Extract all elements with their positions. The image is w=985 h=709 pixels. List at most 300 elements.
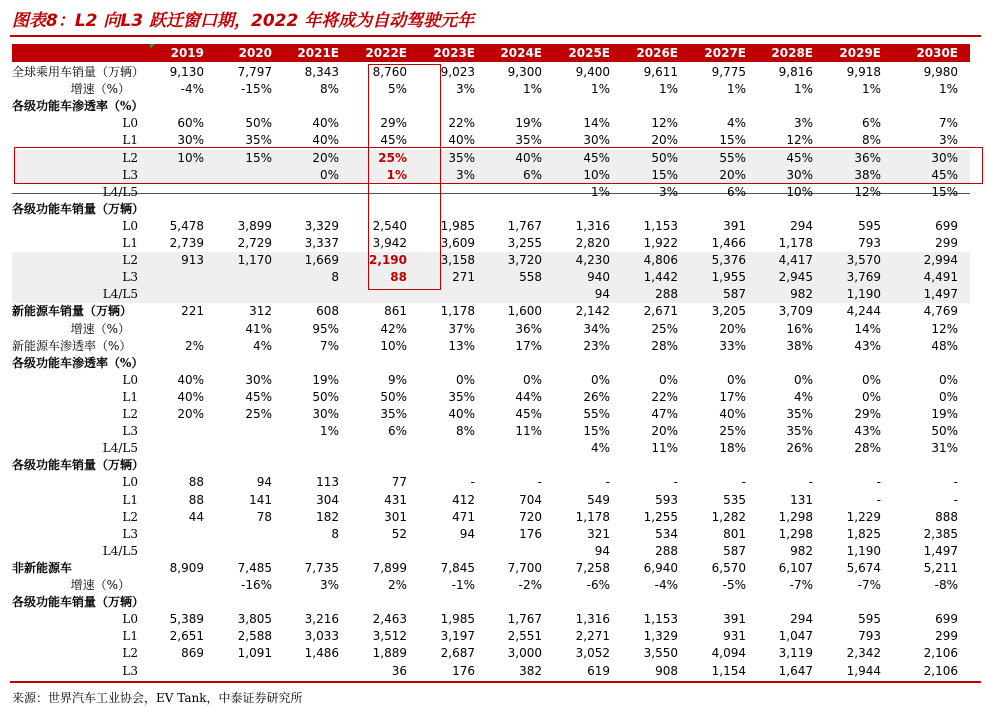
table-cell: 4,230: [575, 253, 610, 268]
table-cell: 7,485: [237, 560, 272, 575]
table-cell: 25%: [651, 321, 678, 336]
table-cell: 1,955: [711, 270, 746, 285]
table-cell: 2%: [184, 338, 204, 353]
table-cell: [614, 457, 678, 474]
table-cell: [140, 286, 204, 303]
table-cell: 12%: [786, 133, 813, 148]
table-cell: 1,190: [846, 543, 881, 558]
table-cell: 55%: [583, 407, 610, 421]
table-cell: 31%: [931, 441, 958, 456]
table-cell: 3%: [658, 184, 678, 199]
table-cell: 29%: [380, 116, 407, 131]
table-cell: 2,271: [575, 629, 610, 644]
table-cell: [208, 526, 272, 543]
table-cell: 1%: [726, 82, 746, 97]
row-label: L3: [122, 663, 138, 678]
table-cell: 26%: [786, 441, 813, 456]
table-cell: 10%: [786, 184, 813, 199]
table-cell: [140, 594, 204, 611]
table-cell: 20%: [719, 167, 746, 182]
table-cell: 1,889: [372, 646, 407, 661]
table-cell: 182: [316, 509, 339, 524]
table-cell: 3,805: [237, 612, 272, 627]
table-cell: 8%: [455, 424, 475, 439]
table-cell: 908: [655, 663, 678, 678]
row-label: L3: [122, 270, 138, 285]
table-cell: 9,980: [923, 65, 958, 79]
table-cell: -: [470, 475, 475, 490]
source-note: 来源：世界汽车工业协会，EV Tank，中泰证券研究所: [12, 691, 303, 705]
table-cell: 8%: [861, 133, 881, 148]
table-cell: 9,918: [846, 65, 881, 79]
table-cell: 2,729: [237, 236, 272, 250]
table-cell: 113: [316, 475, 339, 490]
table-cell: 30%: [177, 133, 204, 148]
table-cell: 15%: [651, 167, 678, 182]
table-cell: 48%: [931, 338, 958, 353]
table-cell: 1,767: [507, 612, 542, 627]
row-label: 新能源车销量（万辆）: [12, 304, 133, 319]
table-cell: 35%: [245, 133, 272, 148]
table-cell: 1,600: [507, 304, 542, 319]
table-cell: 0%: [522, 372, 542, 387]
table-cell: 38%: [786, 338, 813, 353]
column-header: 2029E: [839, 46, 881, 60]
column-header: 2030E: [916, 46, 958, 60]
table-cell: 29%: [854, 407, 881, 421]
table-cell: 3,197: [440, 629, 475, 644]
table-cell: 301: [384, 509, 407, 524]
table-cell: 22%: [448, 116, 475, 131]
table-cell: 1,944: [846, 663, 881, 678]
table-cell: [411, 594, 475, 611]
table-cell: 88: [188, 492, 204, 507]
table-cell: 34%: [583, 321, 610, 336]
table-cell: -15%: [240, 82, 272, 97]
table-cell: 45%: [931, 167, 958, 182]
column-header: 2019: [170, 46, 204, 60]
row-label: 各级功能车渗透率（%）: [12, 355, 144, 370]
table-cell: 15%: [931, 184, 958, 199]
table-cell: 9,300: [507, 65, 542, 79]
table-cell: 4,417: [778, 253, 813, 268]
table-cell: 0%: [861, 372, 881, 387]
table-cell: 271: [452, 270, 475, 285]
table-cell: 30%: [786, 167, 813, 182]
table-cell: [343, 594, 407, 611]
table-cell: 20%: [312, 150, 339, 165]
table-cell: [208, 286, 272, 303]
table-cell: [682, 201, 746, 218]
table-cell: [140, 269, 204, 286]
row-label: L2: [122, 253, 138, 268]
table-cell: 11%: [651, 441, 678, 456]
table-cell: 8,343: [304, 65, 339, 79]
table-cell: 6,940: [643, 560, 678, 575]
table-cell: 9,130: [169, 65, 204, 79]
table-cell: 0%: [726, 372, 746, 387]
table-cell: 1,669: [304, 253, 339, 268]
table-cell: 16%: [786, 321, 813, 336]
table-cell: 861: [384, 304, 407, 319]
row-label: 增速（%）: [70, 321, 130, 336]
table-cell: 595: [858, 612, 881, 627]
table-cell: 35%: [448, 389, 475, 404]
column-header: 2023E: [433, 46, 475, 60]
row-label: 非新能源车: [12, 560, 73, 575]
table-cell: [749, 201, 813, 218]
table-cell: 595: [858, 218, 881, 233]
table-cell: 699: [935, 612, 958, 627]
table-cell: [478, 457, 542, 474]
table-cell: 45%: [583, 150, 610, 165]
table-cell: 0%: [861, 389, 881, 404]
table-cell: 28%: [854, 441, 881, 456]
table-cell: [614, 355, 678, 372]
table-cell: 412: [452, 492, 475, 507]
table-cell: 14%: [583, 116, 610, 131]
row-label: L4/L5: [102, 441, 138, 456]
table-cell: 4,094: [711, 646, 746, 661]
table-cell: 50%: [312, 389, 339, 404]
table-cell: [478, 440, 542, 457]
table-cell: 1,316: [575, 218, 610, 233]
table-cell: [140, 577, 204, 594]
table-cell: 888: [935, 509, 958, 524]
table-cell: 431: [384, 492, 407, 507]
table-cell: 77: [391, 475, 407, 490]
table-cell: 22%: [651, 389, 678, 404]
table-cell: 6%: [387, 424, 407, 439]
table-cell: 19%: [931, 407, 958, 421]
table-cell: 1%: [861, 82, 881, 97]
table-cell: [817, 98, 881, 115]
table-cell: 36: [391, 663, 407, 678]
highlight-box-l2-l3-rows: [14, 147, 983, 184]
table-cell: [894, 201, 958, 218]
table-cell: 94: [459, 526, 475, 541]
table-cell: [614, 594, 678, 611]
table-cell: 7%: [938, 116, 958, 131]
table-cell: [140, 440, 204, 457]
table-cell: 1%: [590, 82, 610, 97]
table-cell: 3,205: [711, 304, 746, 319]
table-cell: 38%: [854, 167, 881, 182]
table-cell: 3%: [793, 116, 813, 131]
table-cell: 913: [181, 253, 204, 268]
table-cell: 5,478: [169, 218, 204, 233]
table-cell: 0%: [793, 372, 813, 387]
table-cell: 3,769: [846, 270, 881, 285]
table-cell: 50%: [245, 116, 272, 131]
table-cell: 176: [519, 526, 542, 541]
table-cell: 382: [519, 663, 542, 678]
table-cell: 30%: [245, 372, 272, 387]
table-cell: 40%: [177, 372, 204, 387]
table-cell: 5,674: [846, 560, 881, 575]
table-cell: 0%: [319, 167, 339, 182]
table-cell: -: [673, 475, 678, 490]
table-cell: [682, 355, 746, 372]
table-cell: 40%: [515, 150, 542, 165]
table-cell: 50%: [380, 389, 407, 404]
row-label: L4/L5: [102, 287, 138, 302]
table-cell: [275, 355, 339, 372]
table-cell: 60%: [177, 116, 204, 131]
row-label: L4/L5: [102, 184, 138, 199]
table-cell: 4,769: [923, 304, 958, 319]
table-cell: 3%: [319, 578, 339, 592]
table-cell: 3%: [455, 82, 475, 97]
table-cell: [140, 355, 204, 372]
table-cell: [343, 355, 407, 372]
table-cell: [478, 543, 542, 560]
table-cell: 3,119: [778, 646, 813, 661]
table-cell: 2%: [387, 578, 407, 592]
table-cell: 11%: [515, 424, 542, 439]
table-cell: -: [876, 492, 881, 507]
table-cell: 43%: [854, 338, 881, 353]
table-cell: 3,337: [304, 236, 339, 250]
table-cell: 40%: [177, 389, 204, 404]
table-cell: 1,047: [778, 629, 813, 644]
table-cell: 299: [935, 629, 958, 644]
table-cell: 19%: [312, 372, 339, 387]
table-cell: 7,735: [304, 560, 339, 575]
table-cell: 3,000: [507, 646, 542, 661]
table-cell: 3,609: [440, 236, 475, 250]
table-cell: 40%: [312, 116, 339, 131]
table-cell: 25%: [719, 424, 746, 439]
table-cell: 2,385: [923, 526, 958, 541]
table-cell: 7,258: [575, 560, 610, 575]
table-cell: 88: [390, 270, 407, 285]
table-cell: [208, 269, 272, 286]
table-cell: 2,190: [369, 253, 407, 268]
table-cell: 45%: [380, 133, 407, 148]
table-cell: 1,985: [440, 218, 475, 233]
row-label: L0: [122, 475, 138, 490]
table-cell: 36%: [854, 150, 881, 165]
table-cell: 0%: [455, 372, 475, 387]
table-cell: [140, 663, 204, 680]
table-cell: 3%: [455, 167, 475, 182]
table-cell: 1,178: [778, 236, 813, 250]
table-cell: [208, 201, 272, 218]
figure-title: 图表8：L2 向L3 跃迁窗口期，2022 年将成为自动驾驶元年: [12, 11, 475, 31]
table-cell: 5,389: [169, 612, 204, 627]
table-cell: 1,170: [237, 253, 272, 268]
table-cell: 1,298: [778, 526, 813, 541]
column-header: 2026E: [636, 46, 678, 60]
row-label: L1: [122, 133, 138, 148]
row-label: L3: [122, 424, 138, 439]
table-cell: 9%: [387, 372, 407, 387]
table-cell: 3,052: [575, 646, 610, 661]
table-cell: [343, 543, 407, 560]
table-cell: [208, 355, 272, 372]
table-cell: 1%: [590, 184, 610, 199]
table-cell: 1,442: [643, 270, 678, 285]
table-cell: 1%: [793, 82, 813, 97]
table-cell: 45%: [245, 389, 272, 404]
table-cell: 3,255: [507, 236, 542, 250]
table-cell: 0%: [658, 372, 678, 387]
table-cell: 8: [331, 526, 339, 541]
data-table: [12, 44, 970, 676]
table-cell: 2,106: [923, 646, 958, 661]
table-cell: 0%: [938, 389, 958, 404]
table-cell: [208, 543, 272, 560]
table-cell: [275, 543, 339, 560]
table-cell: 4%: [726, 116, 746, 131]
table-cell: [749, 98, 813, 115]
table-cell: [682, 457, 746, 474]
table-cell: 7,845: [440, 560, 475, 575]
row-label: L2: [122, 646, 138, 661]
table-cell: [208, 594, 272, 611]
table-cell: [614, 201, 678, 218]
table-cell: [411, 543, 475, 560]
table-cell: 1,091: [237, 646, 272, 661]
table-cell: [343, 440, 407, 457]
table-cell: 587: [723, 287, 746, 302]
table-cell: 7%: [319, 338, 339, 353]
table-cell: 14%: [854, 321, 881, 336]
table-cell: 3,942: [372, 236, 407, 250]
table-cell: 0%: [590, 372, 610, 387]
table-cell: 1%: [938, 82, 958, 97]
table-cell: 1,153: [643, 612, 678, 627]
table-cell: 221: [181, 304, 204, 319]
row-label: L4/L5: [102, 543, 138, 558]
table-cell: 471: [452, 509, 475, 524]
table-cell: [275, 184, 339, 201]
table-cell: 50%: [931, 424, 958, 439]
table-cell: [478, 594, 542, 611]
table-cell: [275, 286, 339, 303]
table-cell: 535: [723, 492, 746, 507]
table-cell: 1%: [658, 82, 678, 97]
table-cell: 12%: [854, 184, 881, 199]
table-cell: 704: [519, 492, 542, 507]
row-label: 增速（%）: [70, 82, 130, 97]
table-cell: [208, 663, 272, 680]
table-cell: 40%: [448, 407, 475, 421]
table-cell: 45%: [786, 150, 813, 165]
table-cell: [275, 594, 339, 611]
row-label: L0: [122, 372, 138, 387]
table-cell: [411, 457, 475, 474]
table-cell: 2,739: [169, 236, 204, 250]
row-label: L3: [122, 526, 138, 541]
table-cell: -16%: [240, 578, 272, 592]
table-cell: -: [953, 492, 958, 507]
table-cell: 6%: [522, 167, 542, 182]
table-cell: 5,376: [711, 253, 746, 268]
table-cell: 8,909: [169, 560, 204, 575]
table-cell: 1,153: [643, 218, 678, 233]
table-cell: -2%: [518, 578, 542, 592]
table-cell: 1%: [319, 424, 339, 439]
table-cell: 1%: [386, 167, 407, 182]
table-cell: -5%: [722, 578, 746, 592]
table-cell: 94: [594, 543, 610, 558]
row-label: 各级功能车渗透率（%）: [12, 99, 144, 114]
table-cell: [817, 201, 881, 218]
table-cell: 20%: [651, 133, 678, 148]
table-cell: [411, 355, 475, 372]
table-cell: [275, 98, 339, 115]
table-cell: 4,491: [923, 270, 958, 285]
row-label: L0: [122, 612, 138, 627]
table-cell: 294: [790, 218, 813, 233]
table-cell: 36%: [515, 321, 542, 336]
row-label: 各级功能车销量（万辆）: [12, 595, 145, 610]
table-cell: 10%: [380, 338, 407, 353]
table-cell: 9,775: [711, 65, 746, 79]
table-cell: 20%: [177, 407, 204, 421]
table-cell: 2,106: [923, 663, 958, 678]
table-cell: 982: [790, 287, 813, 302]
table-cell: 321: [587, 526, 610, 541]
table-cell: 549: [587, 492, 610, 507]
table-cell: [140, 543, 204, 560]
table-cell: [208, 440, 272, 457]
table-cell: 45%: [515, 407, 542, 421]
column-header: 2025E: [568, 46, 610, 60]
table-cell: -: [605, 475, 610, 490]
table-cell: 2,540: [372, 218, 407, 233]
table-cell: 35%: [786, 407, 813, 421]
table-cell: 3,329: [304, 218, 339, 233]
column-header: 2020: [238, 46, 272, 60]
row-label: L2: [122, 509, 138, 524]
table-cell: 3,033: [304, 629, 339, 644]
table-cell: [478, 355, 542, 372]
table-cell: 30%: [312, 407, 339, 421]
table-cell: 2,994: [923, 253, 958, 268]
table-cell: 10%: [177, 150, 204, 165]
table-cell: 94: [256, 475, 272, 490]
table-cell: [546, 594, 610, 611]
column-header: 2022E: [365, 46, 407, 60]
table-cell: [275, 440, 339, 457]
table-cell: 1,825: [846, 526, 881, 541]
table-cell: 7,700: [507, 560, 542, 575]
table-cell: 4,806: [643, 253, 678, 268]
table-cell: 1,647: [778, 663, 813, 678]
table-cell: 10%: [583, 167, 610, 182]
table-cell: 5%: [387, 82, 407, 97]
table-cell: [275, 663, 339, 680]
table-cell: [140, 423, 204, 440]
table-cell: -8%: [934, 578, 958, 592]
table-cell: 619: [587, 663, 610, 678]
table-cell: 1,298: [778, 509, 813, 524]
table-cell: 1,497: [923, 287, 958, 302]
table-cell: 176: [452, 663, 475, 678]
table-cell: -7%: [789, 578, 813, 592]
table-cell: 2,651: [169, 629, 204, 644]
table-cell: 801: [723, 526, 746, 541]
table-cell: 288: [655, 287, 678, 302]
table-cell: [894, 457, 958, 474]
table-cell: 1,282: [711, 509, 746, 524]
table-cell: 0%: [938, 372, 958, 387]
table-cell: 7,797: [237, 65, 272, 79]
table-cell: [208, 98, 272, 115]
